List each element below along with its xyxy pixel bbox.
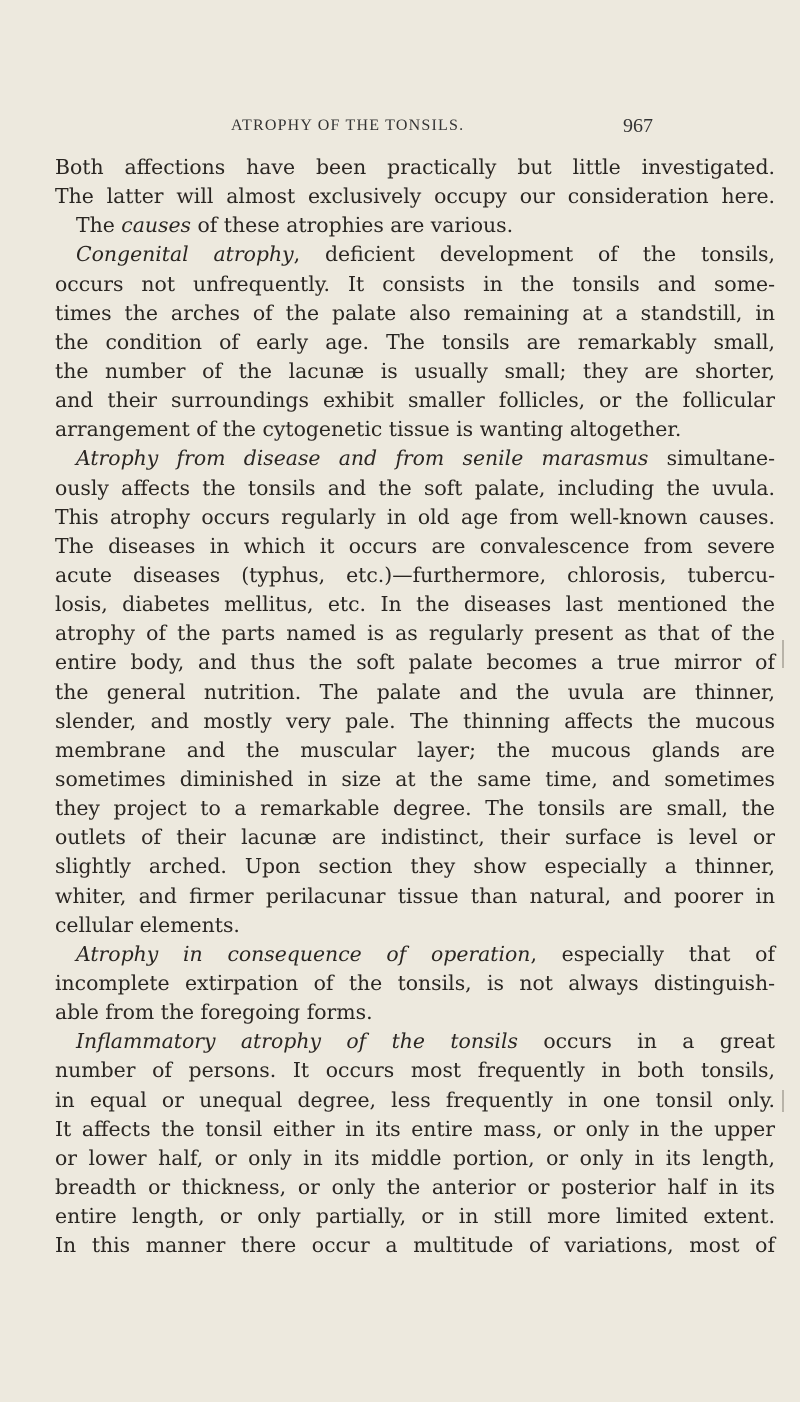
text-line: entire length, or only partially, or in still more limited extent. [55, 1204, 775, 1229]
running-head [0, 113, 800, 143]
text-line: arrangement of the cytogenetic tissue is wanting altogether. [55, 417, 682, 442]
text-line: atrophy of the parts named is as regularly present as that of the [55, 621, 775, 646]
text-line: outlets of their lacunæ are indistinct, their surface is level or [55, 825, 775, 850]
text-line: This atrophy occurs regularly in old age from well-known causes. [55, 504, 775, 529]
section-heading-atrophy-after-operation: Atrophy in consequence of operation [76, 941, 531, 966]
text-line: incomplete extirpation of the tonsils, is not always distinguish- [55, 970, 775, 995]
text-line: or lower half, or only in its middle portion, or only in its length, [55, 1145, 775, 1170]
text-line: entire body, and thus the soft palate becomes a true mirror of [55, 650, 775, 675]
text-line: the general nutrition. The palate and the uvula are thinner, [55, 679, 775, 704]
text-line: and their surroundings exhibit smaller follicles, or the follicular [55, 388, 775, 413]
text-line: sometimes diminished in size at the same time, and sometimes [55, 766, 775, 791]
section-heading-inflammatory-atrophy: Inflammatory atrophy of the tonsils [76, 1029, 518, 1054]
margin-mark [782, 1090, 784, 1112]
text-line: The causes of these atrophies are various. [76, 213, 514, 238]
text-line: they project to a remarkable degree. The tonsils are small, the [55, 796, 775, 821]
text-line: Atrophy in consequence of operation, especially that of [76, 941, 775, 966]
text-line: in equal or unequal degree, less frequently in one tonsil only. [55, 1087, 775, 1112]
text-line: slender, and mostly very pale. The thinning affects the mucous [55, 708, 775, 733]
text-line: whiter, and firmer perilacunar tissue than natural, and poorer in [55, 883, 775, 908]
body-text [55, 153, 775, 1260]
page-number: 967 [623, 115, 653, 137]
text-line: membrane and the muscular layer; the mucous glands are [55, 737, 775, 762]
text-line: the number of the lacunæ is usually small; they are shorter, [55, 358, 775, 383]
text-line: The latter will almost exclusively occupy our consideration here. [55, 184, 775, 209]
text-line: Congenital atrophy, deficient development of the tonsils, [76, 242, 776, 267]
text-line: Atrophy from disease and from senile marasmus simultane- [76, 446, 775, 471]
text-line: the condition of early age. The tonsils are remarkably small, [55, 329, 775, 354]
text-line: Both affections have been practically but little investigated. [55, 155, 775, 179]
section-heading-atrophy-from-disease: Atrophy from disease and from senile marasmus [76, 446, 649, 471]
text-line: It affects the tonsil either in its entire mass, or only in the upper [55, 1116, 775, 1141]
text-line: breadth or thickness, or only the anterior or posterior half in its [55, 1174, 775, 1199]
section-heading-congenital-atrophy: Congenital atrophy [76, 242, 294, 267]
text-line: occurs not unfrequently. It consists in the tonsils and some- [55, 271, 775, 296]
text-line: cellular elements. [55, 912, 240, 937]
text-line: able from the foregoing forms. [55, 1000, 373, 1025]
text-line: Inflammatory atrophy of the tonsils occurs in a great [76, 1029, 775, 1054]
text-line: times the arches of the palate also remaining at a standstill, in [55, 300, 775, 325]
text-line: ously affects the tonsils and the soft palate, including the uvula. [55, 475, 775, 500]
text-line: number of persons. It occurs most frequently in both tonsils, [55, 1058, 775, 1083]
margin-mark [782, 640, 784, 668]
text-line: acute diseases (typhus, etc.)—furthermore, chlorosis, tubercu- [55, 562, 775, 587]
running-title: ATROPHY OF THE TONSILS. [231, 117, 465, 134]
italic-term: causes [121, 213, 192, 238]
text-line: slightly arched. Upon section they show especially a thinner, [55, 854, 775, 879]
text-line: In this manner there occur a multitude of variations, most of [55, 1233, 775, 1258]
text-line: losis, diabetes mellitus, etc. In the diseases last mentioned the [55, 592, 775, 617]
text-line: The diseases in which it occurs are convalescence from severe [55, 533, 775, 558]
